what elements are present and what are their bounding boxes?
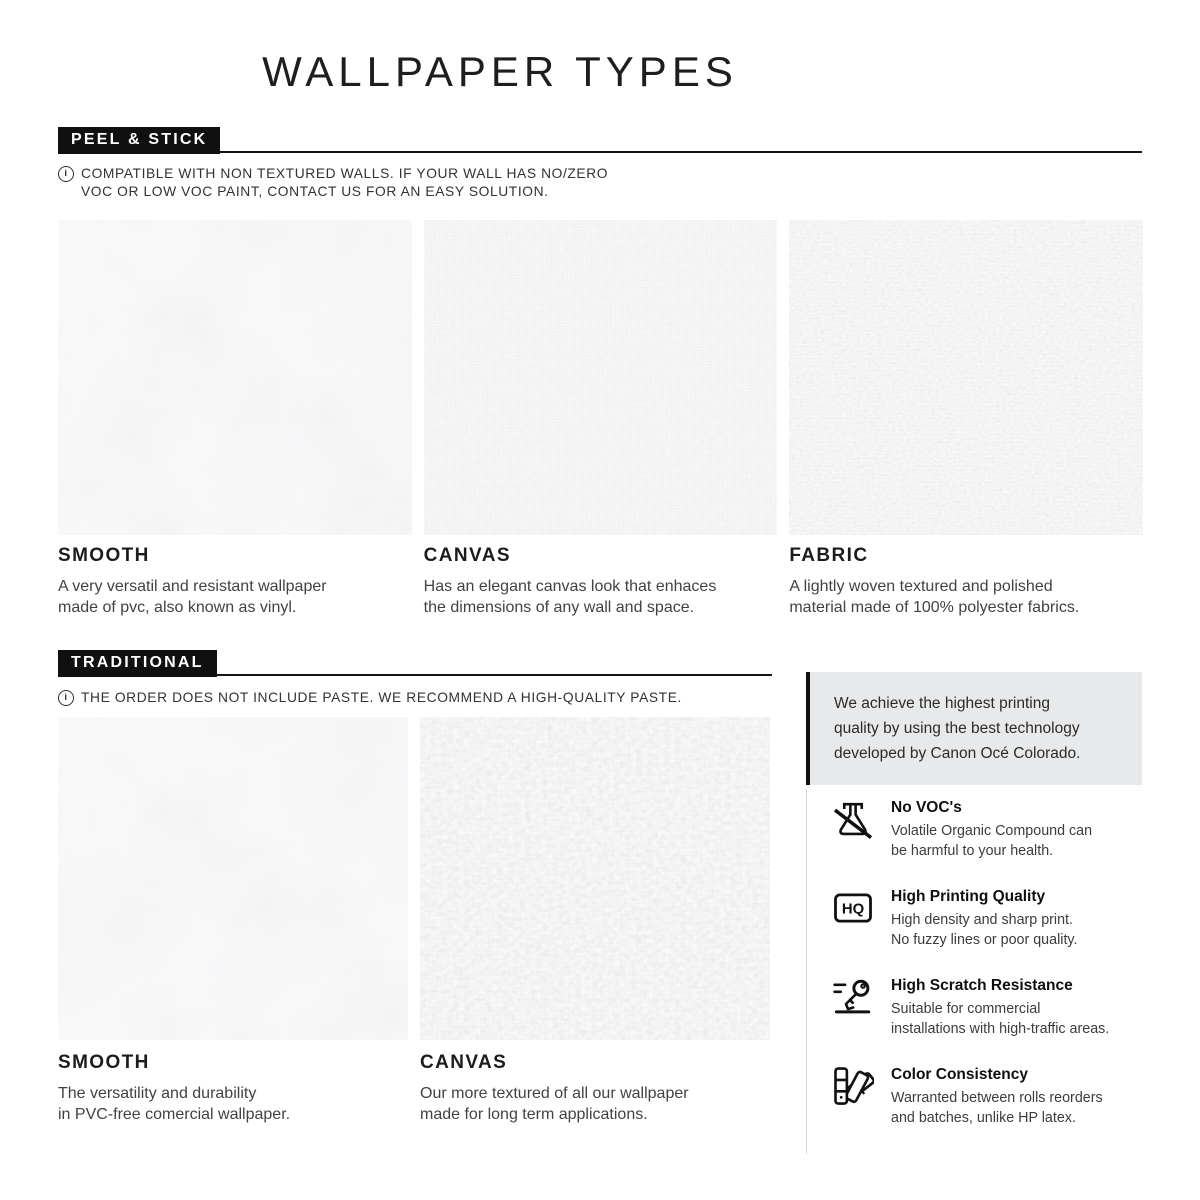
swatch-image-canvas-peel [424,220,778,535]
hq-badge-label: HQ [841,901,865,918]
feature-body [891,1065,1103,1128]
desc-line: High density and sharp print. [891,912,1073,929]
desc-line: installations with high-traffic areas. [891,1021,1110,1038]
swatch-title: CANVAS [423,545,511,566]
swatch-row-traditional [58,717,770,1040]
feature-title: High Printing Quality [891,888,1046,906]
desc-line: Warranted between rolls reorders [891,1090,1103,1107]
desc-line: Suitable for commercial [891,1001,1041,1018]
quote-line-2: quality by using the best technology [834,719,1080,737]
feature-body [891,887,1077,950]
desc-line: made of pvc, also known as vinyl. [58,599,297,617]
feature-body [891,976,1109,1039]
note-line-1: COMPATIBLE WITH NON TEXTURED WALLS. IF YOUR WALL HAS NO/ZERO [81,166,609,181]
caption-row-traditional [58,1052,770,1126]
quality-quote-text [834,692,1132,766]
swatch-image-smooth-traditional [58,717,408,1040]
swatch-description [58,1083,408,1126]
swatch-image-canvas-traditional [420,717,770,1040]
swatch-description [58,576,412,619]
feature-high-printing-quality [832,887,1143,950]
swatch-description [424,576,778,619]
note-line-2: VOC OR LOW VOC PAINT, CONTACT US FOR AN EASY SOLUTION. [81,184,549,200]
caption-smooth-traditional [58,1052,408,1126]
swatch-row-peel-stick [58,220,1143,535]
feature-description [891,1088,1103,1128]
desc-line: in PVC-free comercial wallpaper. [58,1106,291,1124]
scratch-key-icon [832,976,874,1018]
swatch-image-smooth-peel [58,220,412,535]
desc-line: Has an elegant canvas look that enhaces [423,578,717,595]
feature-high-scratch-resistance [832,976,1143,1039]
swatch-image-fabric-peel [789,220,1143,535]
feature-no-voc [832,798,1143,861]
section-label-traditional: TRADITIONAL [58,650,217,677]
quality-quote-panel [806,672,1142,785]
caption-fabric-peel [789,545,1143,619]
quote-line-1: We achieve the highest printing [834,695,1050,712]
feature-body [891,798,1092,861]
no-voc-flask-icon [832,798,874,840]
quote-line-3: developed by Canon Océ Colorado. [834,744,1081,762]
swatch-title: SMOOTH [58,1052,150,1073]
features-list [806,789,1143,1154]
desc-line: the dimensions of any wall and space. [423,599,695,617]
desc-line: Our more textured of all our wallpaper [420,1085,689,1102]
feature-description [891,821,1092,861]
info-icon: i [58,690,74,706]
swatch-description [789,576,1143,619]
desc-line: made for long term applications. [420,1106,648,1124]
feature-title: No VOC's [891,799,962,816]
section-label-peel-stick: PEEL & STICK [58,127,220,154]
desc-line: A very versatil and resistant wallpaper [58,578,327,595]
info-icon: i [58,166,74,182]
swatch-title: FABRIC [789,545,869,566]
feature-description [891,999,1109,1039]
note-peel-stick [58,165,608,202]
feature-title: High Scratch Resistance [891,977,1073,995]
swatch-title: CANVAS [420,1052,508,1073]
page-title: WALLPAPER TYPES [262,48,738,95]
swatch-description [420,1083,770,1126]
desc-line: Volatile Organic Compound can [891,823,1093,839]
hq-badge-icon [832,887,874,929]
desc-line: be harmful to your health. [891,843,1054,860]
desc-line: No fuzzy lines or poor quality. [891,932,1078,949]
desc-line: material made of 100% polyester fabrics. [789,599,1080,617]
desc-line: A lightly woven textured and polished [789,578,1053,595]
note-text [81,689,682,707]
swatch-title: SMOOTH [58,545,150,566]
note-text [81,165,608,202]
note-traditional [58,689,682,707]
feature-title: Color Consistency [891,1066,1028,1084]
desc-line: and batches, unlike HP latex. [891,1110,1076,1127]
note-line-1: THE ORDER DOES NOT INCLUDE PASTE. WE RECOMMEND A HIGH-QUALITY PASTE. [81,690,682,705]
color-swatches-icon [832,1065,874,1107]
feature-description [891,910,1077,950]
caption-smooth-peel [58,545,412,619]
divider-peel-stick [58,151,1142,153]
caption-row-peel-stick [58,545,1143,619]
caption-canvas-traditional [420,1052,770,1126]
feature-color-consistency [832,1065,1143,1128]
desc-line: The versatility and durability [58,1085,257,1102]
caption-canvas-peel [424,545,778,619]
